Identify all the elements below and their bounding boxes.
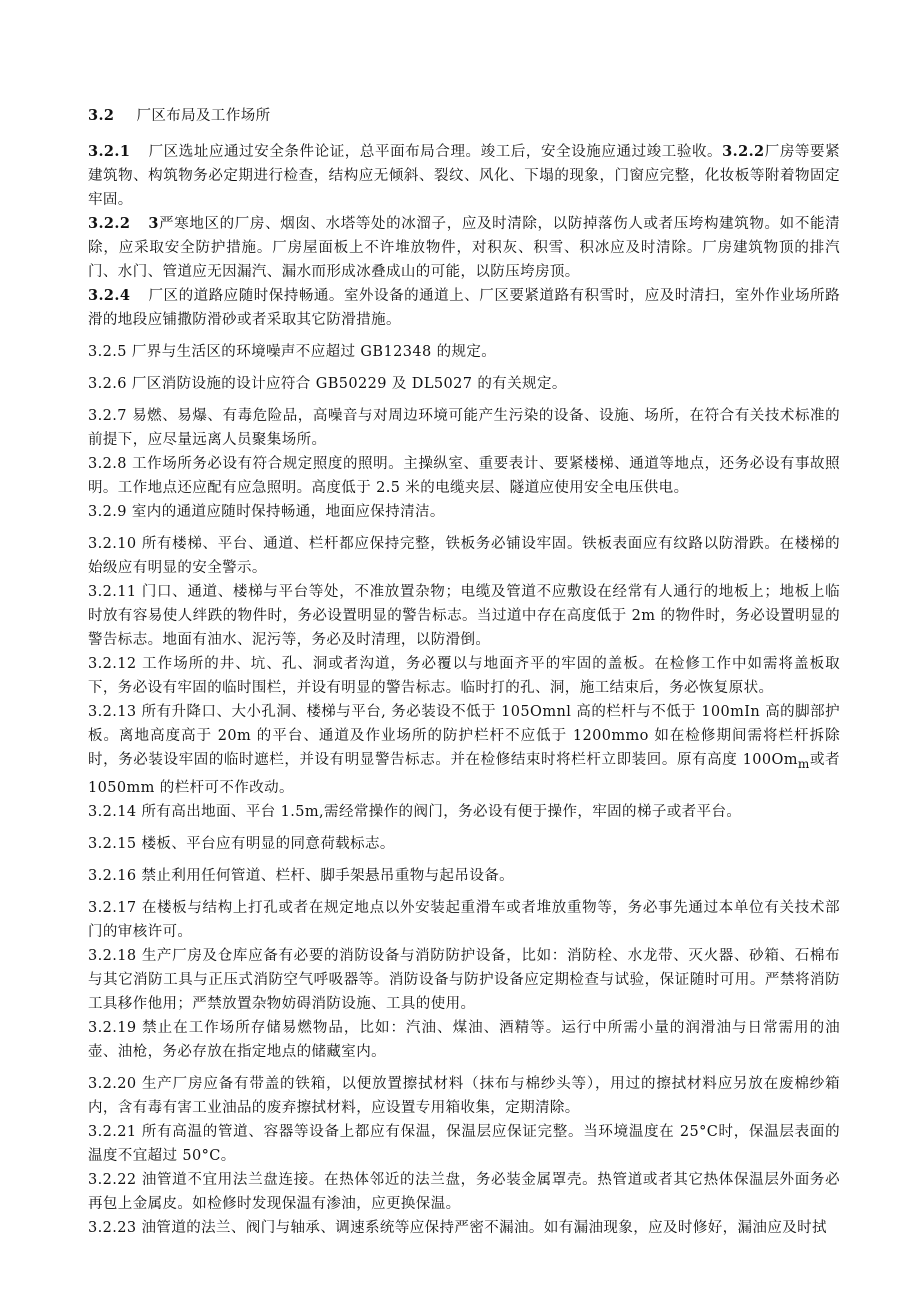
clause-number: 3.2.2 — [722, 143, 765, 160]
clause-number: 3.2.1 — [88, 143, 131, 160]
clause-text: 或者 1050mm 的栏杆可不作改动。 — [88, 752, 840, 796]
paragraph-3-2-2-3 — [88, 212, 840, 284]
paragraph-3-2-11: 3.2.11 门口、通道、楼梯与平台等处，不准放置杂物；电缆及管道不应敷设在经常有人通行的地板上；地板上临时放有容易使人绊跌的物件时，务必设置明显的警告标志。当过道中存在高度低于 2m 的物件时，务必设置明显的警告标志。地面有油水、泥污等，务必及时清理，以防滑倒。 — [88, 584, 840, 648]
section-title: 厂区布局及工作场所 — [136, 108, 271, 124]
paragraph-3-2-1 — [88, 140, 840, 212]
paragraph-3-2-10: 3.2.10 所有楼梯、平台、通道、栏杆都应保持完整，铁板务必铺设牢固。铁板表面应有纹路以防滑跌。在楼梯的始级应有明显的安全警示。 — [88, 536, 840, 576]
clause-text: 厂房等要紧建筑物、构筑物务必定期进行检查，结构应无倾斜、裂纹、风化、下塌的现象，门窗应完整，化妆板等附着物固定牢固。 — [88, 144, 841, 208]
clause-text: 厂区的道路应随时保持畅通。室外设备的通道上、厂区要紧道路有积雪时，应及时清扫，室外作业场所路滑的地段应铺撒防滑砂或者采取其它防滑措施。 — [88, 288, 840, 328]
clause-number: 3.2.4 — [88, 287, 131, 304]
paragraph-3-2-14: 3.2.14 所有高出地面、平台 1.5m,需经常操作的阀门，务必设有便于操作，牢固的梯子或者平台。 — [88, 803, 742, 820]
clause-text: 厂区选址应通过安全条件论证，总平面布局合理。竣工后，安全设施应通过竣工验收。 — [148, 144, 723, 160]
paragraph-3-2-20: 3.2.20 生产厂房应备有带盖的铁箱，以便放置擦拭材料（抹布与棉纱头等），用过的擦拭材料应另放在废棉纱箱内，含有毒有害工业油品的废弃擦拭材料，应设置专用箱收集，定期清除。 — [88, 1075, 840, 1116]
paragraph-3-2-6: 3.2.6 厂区消防设施的设计应符合 GB50229 及 DL5027 的有关规定。 — [88, 376, 567, 392]
section-number: 3.2 — [88, 107, 115, 124]
section-heading — [88, 104, 840, 128]
paragraph-3-2-5: 3.2.5 厂界与生活区的环境噪声不应超过 GB12348 的规定。 — [88, 344, 497, 360]
paragraph-3-2-17: 3.2.17 在楼板与结构上打孔或者在规定地点以外安装起重滑车或者堆放重物等，务必事先通过本单位有关技术部门的审核许可。 — [88, 899, 840, 940]
paragraph-3-2-7: 3.2.7 易燃、易爆、有毒危险品，高噪音与对周边环境可能产生污染的设备、设施、场所，在符合有关技术标准的前提下，应尽量远离人员聚集场所。 — [88, 408, 840, 448]
paragraph-3-2-12: 3.2.12 工作场所的井、坑、孔、洞或者沟道，务必覆以与地面齐平的牢固的盖板。在检修工作中如需将盖板取下，务必设有牢固的临时围栏，并设有明显的警告标志。临时打的孔、洞，施工结束后，务必恢复原状。 — [88, 656, 840, 696]
subscript: m — [797, 756, 810, 771]
paragraph-3-2-9: 3.2.9 室内的通道应随时保持畅通，地面应保持清洁。 — [88, 504, 445, 520]
paragraph-3-2-8: 3.2.8 工作场所务必设有符合规定照度的照明。主操纵室、重要表计、要紧楼梯、通道等地点，还务必设有事故照明。工作地点还应配有应急照明。高度低于 2.5 米的电缆夹层、隧道应使用安全电压供电。 — [88, 456, 840, 496]
clause-text: 3.2.13 所有升降口、大小孔洞、楼梯与平台, 务必装设不低于 105Omnl 高的栏杆与不低于 100mIn 高的脚部护板。离地高度高于 20m 的平台、通道及作业场所的防护栏杆不应低于 1200mmo 如在检修期间需将栏杆拆除时，务必装设牢固的临时遮栏，并设有明显警告标志。并在检修结束时将栏杆立即装回。原有高度 100Om — [88, 704, 840, 768]
clause-text: 严寒地区的厂房、烟囱、水塔等处的冰溜子，应及时清除，以防掉落伤人或者压垮构建筑物。如不能清除，应采取安全防护措施。厂房屋面板上不许堆放物件，对积灰、积雪、积冰应及时清除。厂房建筑物顶的排汽门、水门、管道应无因漏汽、漏水而形成冰叠成山的可能，以防压垮房顶。 — [88, 216, 840, 280]
paragraph-3-2-21: 3.2.21 所有高温的管道、容器等设备上都应有保温，保温层应保证完整。当环境温度在 25°C时，保温层表面的温度不宜超过 50°C。 — [88, 1123, 840, 1164]
paragraph-3-2-15: 3.2.15 楼板、平台应有明显的同意荷载标志。 — [88, 835, 395, 852]
paragraph-3-2-16: 3.2.16 禁止利用任何管道、栏杆、脚手架悬吊重物与起吊设备。 — [88, 867, 515, 884]
paragraph-3-2-13 — [88, 700, 840, 800]
paragraph-3-2-4 — [88, 284, 840, 332]
paragraph-3-2-22: 3.2.22 油管道不宜用法兰盘连接。在热体邻近的法兰盘，务必装金属罩壳。热管道或者其它热体保温层外面务必再包上金属皮。如检修时发现保温有渗油，应更换保温。 — [88, 1171, 840, 1212]
clause-number-suffix: 3 — [148, 215, 159, 232]
clause-number: 3.2.2 — [88, 215, 131, 232]
paragraph-3-2-19: 3.2.19 禁止在工作场所存储易燃物品，比如：汽油、煤油、酒精等。运行中所需小量的润滑油与日常需用的油壶、油枪，务必存放在指定地点的储藏室内。 — [88, 1019, 840, 1060]
paragraph-3-2-23: 3.2.23 油管道的法兰、阀门与轴承、调速系统等应保持严密不漏油。如有漏油现象，应及时修好，漏油应及时拭 — [88, 1219, 827, 1236]
paragraph-3-2-18: 3.2.18 生产厂房及仓库应备有必要的消防设备与消防防护设备，比如：消防栓、水龙带、灭火器、砂箱、石棉布与其它消防工具与正压式消防空气呼吸器等。消防设备与防护设备应定期检查与试验，保证随时可用。严禁将消防工具移作他用；严禁放置杂物妨碍消防设施、工具的使用。 — [88, 947, 840, 1012]
